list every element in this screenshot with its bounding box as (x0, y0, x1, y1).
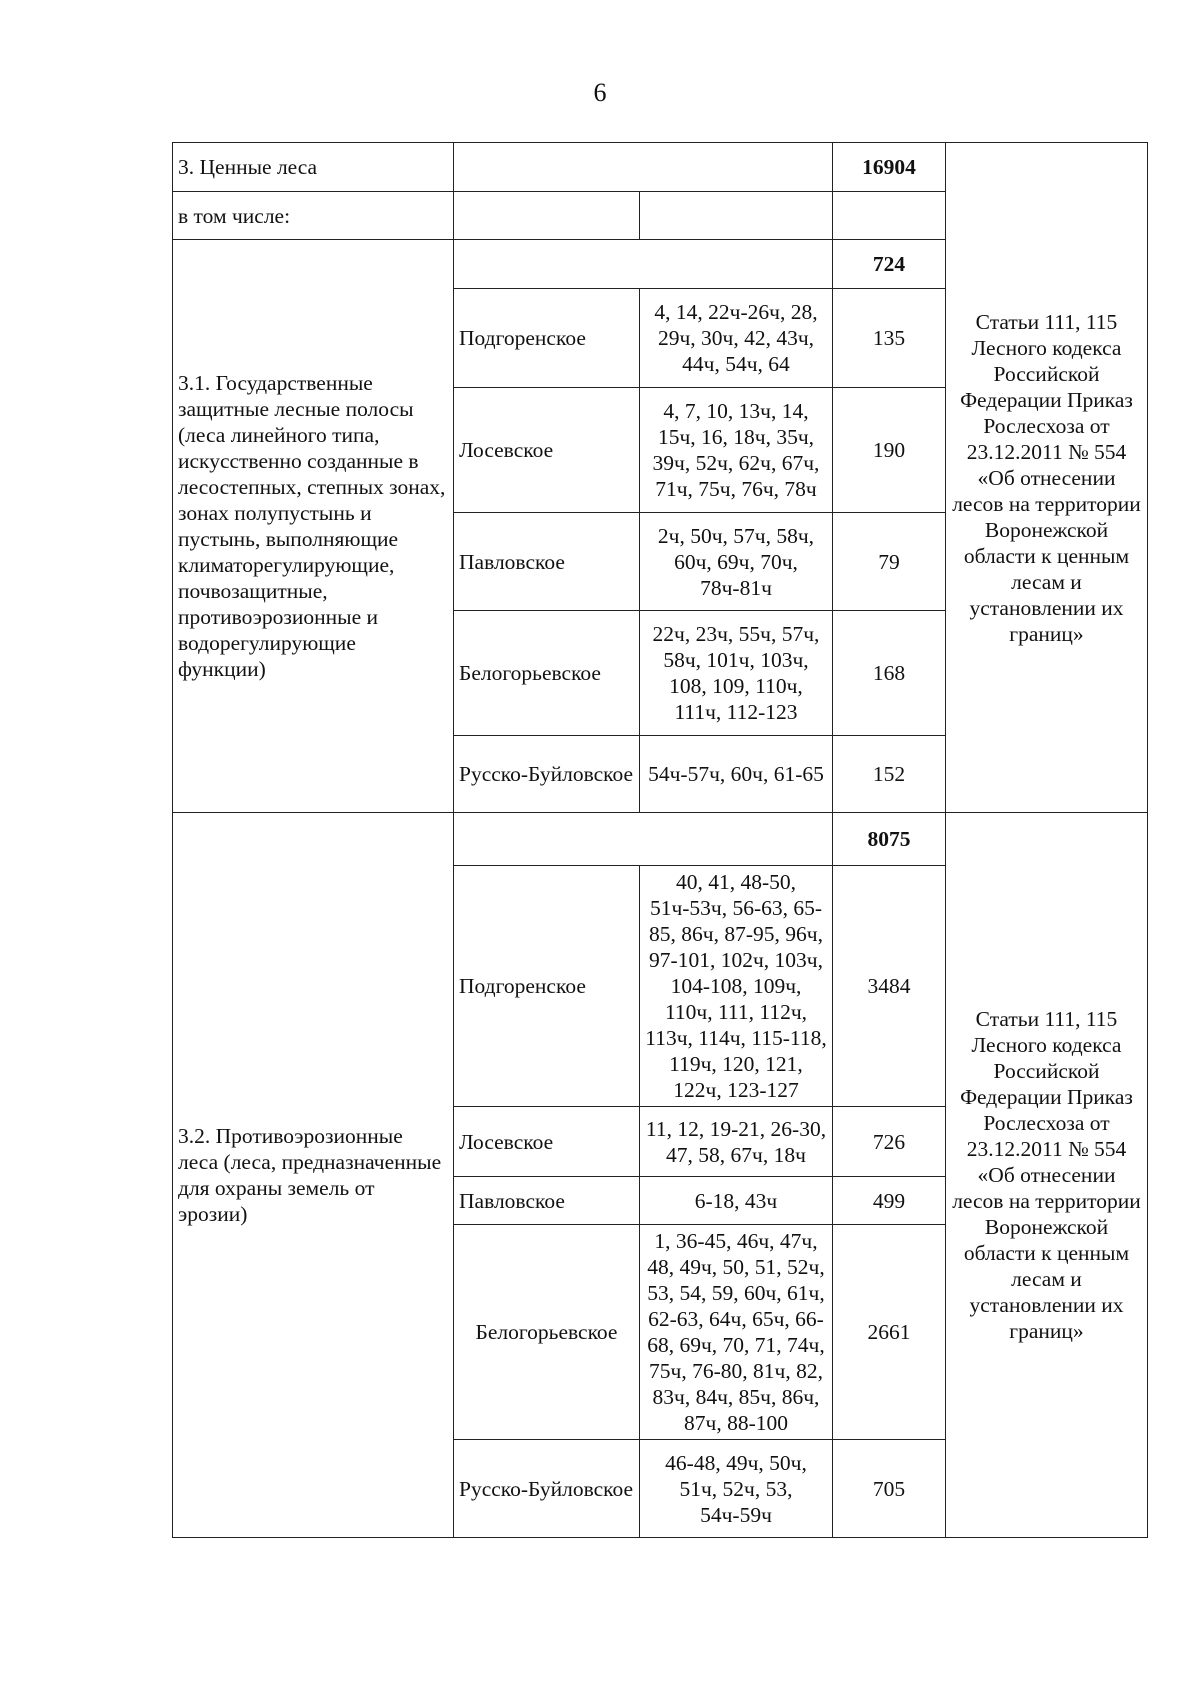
area-value: 726 (833, 1107, 946, 1177)
table-row (173, 813, 1148, 866)
forestry-name: Белогорьевское (454, 1225, 640, 1440)
forestry-name: Павловское (454, 1177, 640, 1225)
quarter-list: 1, 36-45, 46ч, 47ч, 48, 49ч, 50, 51, 52ч, 53, 54, 59, 60ч, 61ч, 62-63, 64ч, 65ч, 66-68, 69ч, 70, 71, 74ч, 75ч, 76-80, 81ч, 82, 83ч, 84ч, 85ч, 86ч, 87ч, 88-100 (640, 1225, 833, 1440)
quarter-list: 11, 12, 19-21, 26-30, 47, 58, 67ч, 18ч (640, 1107, 833, 1177)
category-label: 3. Ценные леса (173, 143, 454, 192)
category-label: 3.1. Государственные защитные лесные полосы (леса линейного типа, искусственно созданные в лесостепных, степных зонах, зонах полупустынь и пустынь, выполняющие климаторегулирующие, почвозащитные, противоэрозионные и водорегулирующие функции) (173, 240, 454, 813)
quarter-list: 46-48, 49ч, 50ч, 51ч, 52ч, 53, 54ч-59ч (640, 1440, 833, 1538)
page-number: 6 (593, 78, 607, 107)
forestry-name: Русско-Буйловское (454, 1440, 640, 1538)
category-label: 3.2. Противоэрозионные леса (леса, предназначенные для охраны земель от эрозии) (173, 813, 454, 1538)
forestry-name: Подгоренское (454, 866, 640, 1107)
quarter-list: 22ч, 23ч, 55ч, 57ч, 58ч, 101ч, 103ч, 108, 109, 110ч, 111ч, 112-123 (640, 611, 833, 736)
legal-basis (946, 143, 1148, 813)
quarter-list: 54ч-57ч, 60ч, 61-65 (640, 736, 833, 813)
empty-cell (454, 813, 833, 866)
area-value: 2661 (833, 1225, 946, 1440)
valuable-forests-table (172, 142, 1148, 1538)
forestry-name: Лосевское (454, 388, 640, 513)
forestry-name: Подгоренское (454, 289, 640, 388)
area-value: 135 (833, 289, 946, 388)
legal-basis-text: Статьи 111, 115 Лесного кодекса Российской Федерации Приказ Рослесхоза от 23.12.2011 № 554 «Об отнесении лесов на территории Воронежской области к ценным лесам и установлении их границ» (952, 1007, 1141, 1343)
category-total: 724 (833, 240, 946, 289)
empty-cell (454, 192, 640, 240)
category-total: 8075 (833, 813, 946, 866)
legal-basis (946, 813, 1148, 1538)
empty-cell (454, 240, 833, 289)
empty-cell (454, 143, 833, 192)
empty-cell (833, 192, 946, 240)
area-value: 152 (833, 736, 946, 813)
quarter-list: 6-18, 43ч (640, 1177, 833, 1225)
table-row (173, 143, 1148, 192)
area-value: 168 (833, 611, 946, 736)
area-value: 190 (833, 388, 946, 513)
empty-cell (640, 192, 833, 240)
quarter-list: 4, 7, 10, 13ч, 14, 15ч, 16, 18ч, 35ч, 39ч, 52ч, 62ч, 67ч, 71ч, 75ч, 76ч, 78ч (640, 388, 833, 513)
forestry-name: Белогорьевское (454, 611, 640, 736)
area-value: 3484 (833, 866, 946, 1107)
area-value: 499 (833, 1177, 946, 1225)
quarter-list: 2ч, 50ч, 57ч, 58ч, 60ч, 69ч, 70ч, 78ч-81ч (640, 513, 833, 611)
area-value: 79 (833, 513, 946, 611)
forestry-name: Русско-Буйловское (454, 736, 640, 813)
including-label: в том числе: (173, 192, 454, 240)
forestry-name: Лосевское (454, 1107, 640, 1177)
legal-basis-text: Статьи 111, 115 Лесного кодекса Российской Федерации Приказ Рослесхоза от 23.12.2011 № 554 «Об отнесении лесов на территории Воронежской области к ценным лесам и установлении их границ» (952, 309, 1141, 646)
quarter-list: 4, 14, 22ч-26ч, 28, 29ч, 30ч, 42, 43ч, 44ч, 54ч, 64 (640, 289, 833, 388)
forestry-name: Павловское (454, 513, 640, 611)
quarter-list: 40, 41, 48-50, 51ч-53ч, 56-63, 65-85, 86ч, 87-95, 96ч, 97-101, 102ч, 103ч, 104-108, 109ч, 110ч, 111, 112ч, 113ч, 114ч, 115-118, 119ч, 120, 121, 122ч, 123-127 (640, 866, 833, 1107)
area-value: 705 (833, 1440, 946, 1538)
category-total: 16904 (833, 143, 946, 192)
